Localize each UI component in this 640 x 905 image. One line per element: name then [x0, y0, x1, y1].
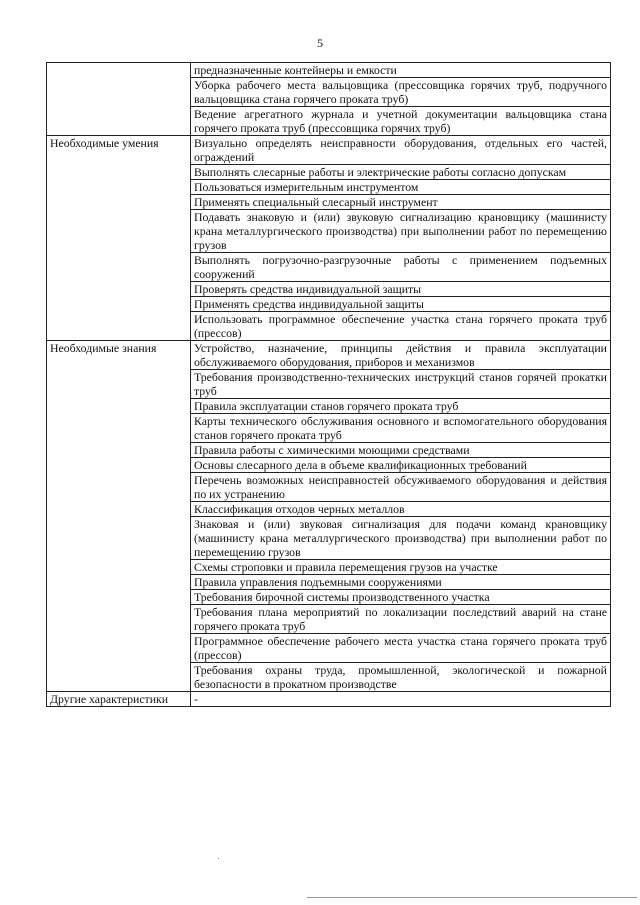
requirement-cell: Требования производственно-технических инструкций станов горячей прокатки труб: [191, 370, 611, 399]
requirement-cell: Применять специальный слесарный инструмент: [191, 195, 611, 210]
requirement-cell: -: [191, 692, 611, 707]
page-number: 5: [317, 36, 323, 50]
requirement-cell: Схемы строповки и правила перемещения грузов на участке: [191, 560, 611, 575]
table-row: [47, 692, 611, 707]
requirement-cell: Карты технического обслуживания основного и вспомогательного оборудования станов горячего проката труб: [191, 414, 611, 443]
requirement-cell: Подавать знаковую и (или) звуковую сигнализацию крановщику (машинисту крана металлургического производства) при выполнении работ по перемещению грузов: [191, 210, 611, 253]
section-label: Необходимые умения: [47, 136, 191, 341]
requirement-cell: Требования бирочной системы производственного участка: [191, 590, 611, 605]
requirement-cell: Применять средства индивидуальной защиты: [191, 297, 611, 312]
requirement-cell: Основы слесарного дела в объеме квалификационных требований: [191, 458, 611, 473]
requirement-cell: Знаковая и (или) звуковая сигнализация для подачи команд крановщику (машинисту крана металлургического производства) при выполнении работ по перемещению грузов: [191, 517, 611, 560]
footer-rule: [307, 897, 637, 898]
requirement-cell: Выполнять погрузочно-разгрузочные работы с применением подъемных сооружений: [191, 253, 611, 282]
competency-table: [46, 62, 611, 707]
requirement-cell: Ведение агрегатного журнала и учетной документации вальцовщика стана горячего проката труб (прессовщика горячих труб): [191, 107, 611, 136]
requirement-cell: Правила управления подъемными сооружениями: [191, 575, 611, 590]
requirement-cell: Уборка рабочего места вальцовщика (прессовщика горячих труб, подручного вальцовщика стана горячего проката труб): [191, 78, 611, 107]
requirement-cell: Выполнять слесарные работы и электрические работы согласно допускам: [191, 165, 611, 180]
requirement-cell: Проверять средства индивидуальной защиты: [191, 282, 611, 297]
requirement-cell: Классификация отходов черных металлов: [191, 502, 611, 517]
requirement-cell: Использовать программное обеспечение участка стана горячего проката труб (прессов): [191, 312, 611, 341]
section-label: Необходимые знания: [47, 341, 191, 692]
table-row: [47, 341, 611, 370]
requirement-cell: Требования плана мероприятий по локализации последствий аварий на стане горячего проката труб: [191, 605, 611, 634]
requirement-cell: Программное обеспечение рабочего места участка стана горячего проката труб (прессов): [191, 634, 611, 663]
requirement-cell: предназначенные контейнеры и емкости: [191, 63, 611, 78]
scan-speck: [218, 858, 219, 859]
table-row: [47, 63, 611, 78]
table-row: [47, 136, 611, 165]
requirement-cell: Визуально определять неисправности оборудования, отдельных его частей, ограждений: [191, 136, 611, 165]
section-label: Другие характеристики: [47, 692, 191, 707]
requirement-cell: Правила эксплуатации станов горячего проката труб: [191, 399, 611, 414]
requirement-cell: Перечень возможных неисправностей обсуживаемого оборудования и действия по их устранению: [191, 473, 611, 502]
requirement-cell: Требования охраны труда, промышленной, экологической и пожарной безопасности в прокатном производстве: [191, 663, 611, 692]
requirement-cell: Устройство, назначение, принципы действия и правила эксплуатации обслуживаемого оборудования, приборов и механизмов: [191, 341, 611, 370]
requirement-cell: Пользоваться измерительным инструментом: [191, 180, 611, 195]
requirement-cell: Правила работы с химическими моющими средствами: [191, 443, 611, 458]
section-label: [47, 63, 191, 136]
